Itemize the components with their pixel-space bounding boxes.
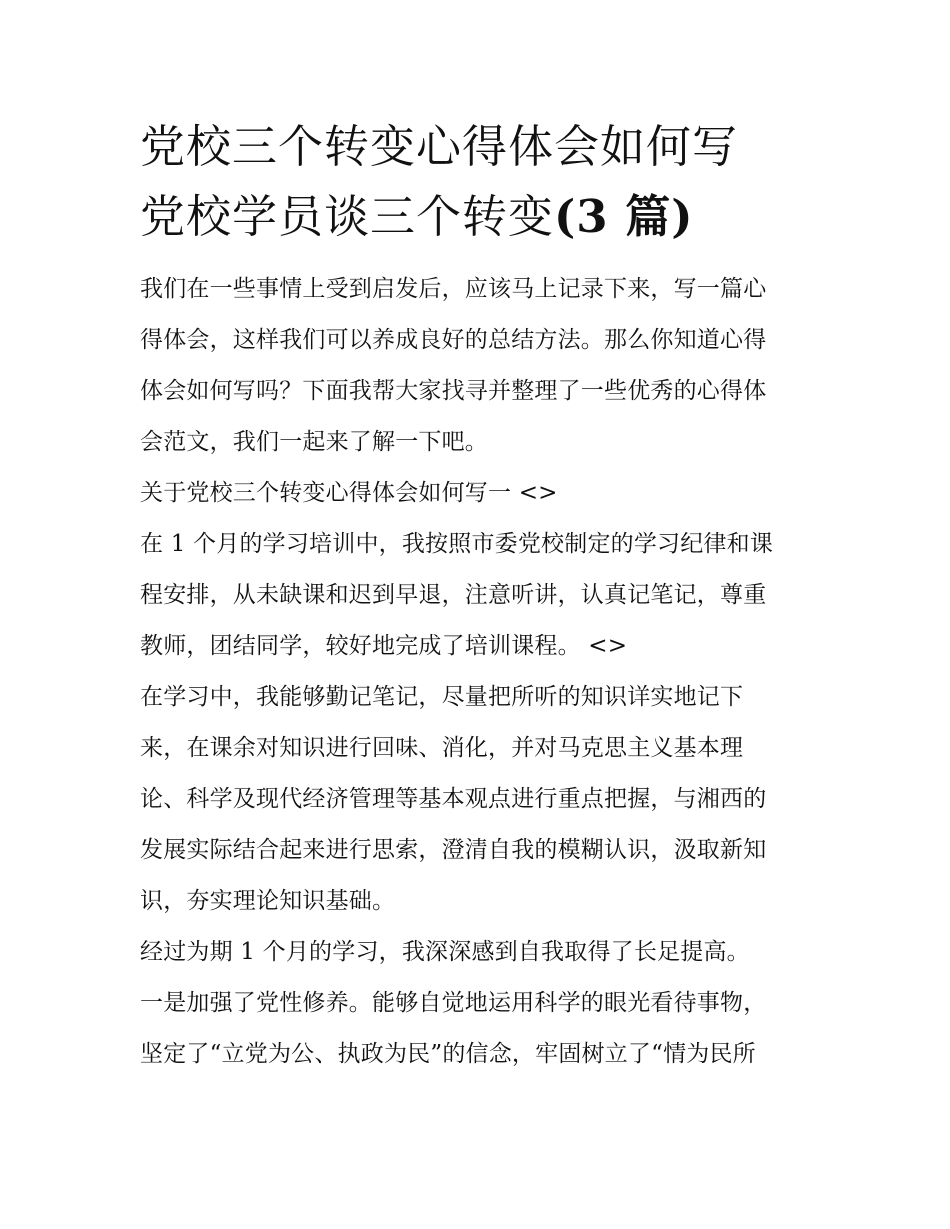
document-title <box>140 112 815 252</box>
title-line-2 <box>140 182 815 252</box>
section-heading <box>140 468 815 519</box>
paragraph-line: 经过为期 1 个月的学习，我深深感到自我取得了长足提高。 <box>140 939 750 965</box>
paragraph-line: 来，在课余对知识进行回味、消化，并对马克思主义基本理 <box>140 735 744 761</box>
section-heading-line: 关于党校三个转变心得体会如何写一 <> <box>140 480 558 506</box>
paragraph-line: 在学习中，我能够勤记笔记，尽量把所听的知识详实地记下 <box>140 684 744 710</box>
body-paragraph <box>140 672 815 927</box>
paragraph-line: 识，夯实理论知识基础。 <box>140 888 396 914</box>
document-content <box>140 112 815 1080</box>
body-paragraph <box>140 519 815 672</box>
paragraph-line: 体会如何写吗？下面我帮大家找寻并整理了一些优秀的心得体 <box>140 378 767 404</box>
paragraph-line: 我们在一些事情上受到启发后，应该马上记录下来，写一篇心 <box>140 276 767 302</box>
title-line-2-main: 党校学员谈三个转变 <box>140 190 555 243</box>
paragraph-line: 教师，团结同学，较好地完成了培训课程。 <> <box>140 633 628 659</box>
title-line-2-suffix: (3 篇) <box>554 190 694 243</box>
title-line-1: 党校三个转变心得体会如何写 <box>140 120 739 173</box>
body-paragraph <box>140 978 815 1080</box>
paragraph-line: 坚定了“立党为公、执政为民”的信念，牢固树立了“情为民所 <box>140 1041 756 1067</box>
paragraph-line: 会范文，我们一起来了解一下吧。 <box>140 429 488 455</box>
paragraph-line: 程安排，从未缺课和迟到早退，注意听讲，认真记笔记，尊重 <box>140 582 767 608</box>
paragraph-line: 论、科学及现代经济管理等基本观点进行重点把握，与湘西的 <box>140 786 767 812</box>
intro-paragraph <box>140 264 815 468</box>
paragraph-line: 一是加强了党性修养。能够自觉地运用科学的眼光看待事物， <box>140 990 767 1016</box>
body-paragraph <box>140 927 815 978</box>
document-body <box>140 264 815 1080</box>
paragraph-line: 发展实际结合起来进行思索，澄清自我的模糊认识，汲取新知 <box>140 837 767 863</box>
paragraph-line: 得体会，这样我们可以养成良好的总结方法。那么你知道心得 <box>140 327 767 353</box>
paragraph-line: 在 1 个月的学习培训中，我按照市委党校制定的学习纪律和课 <box>140 531 774 557</box>
